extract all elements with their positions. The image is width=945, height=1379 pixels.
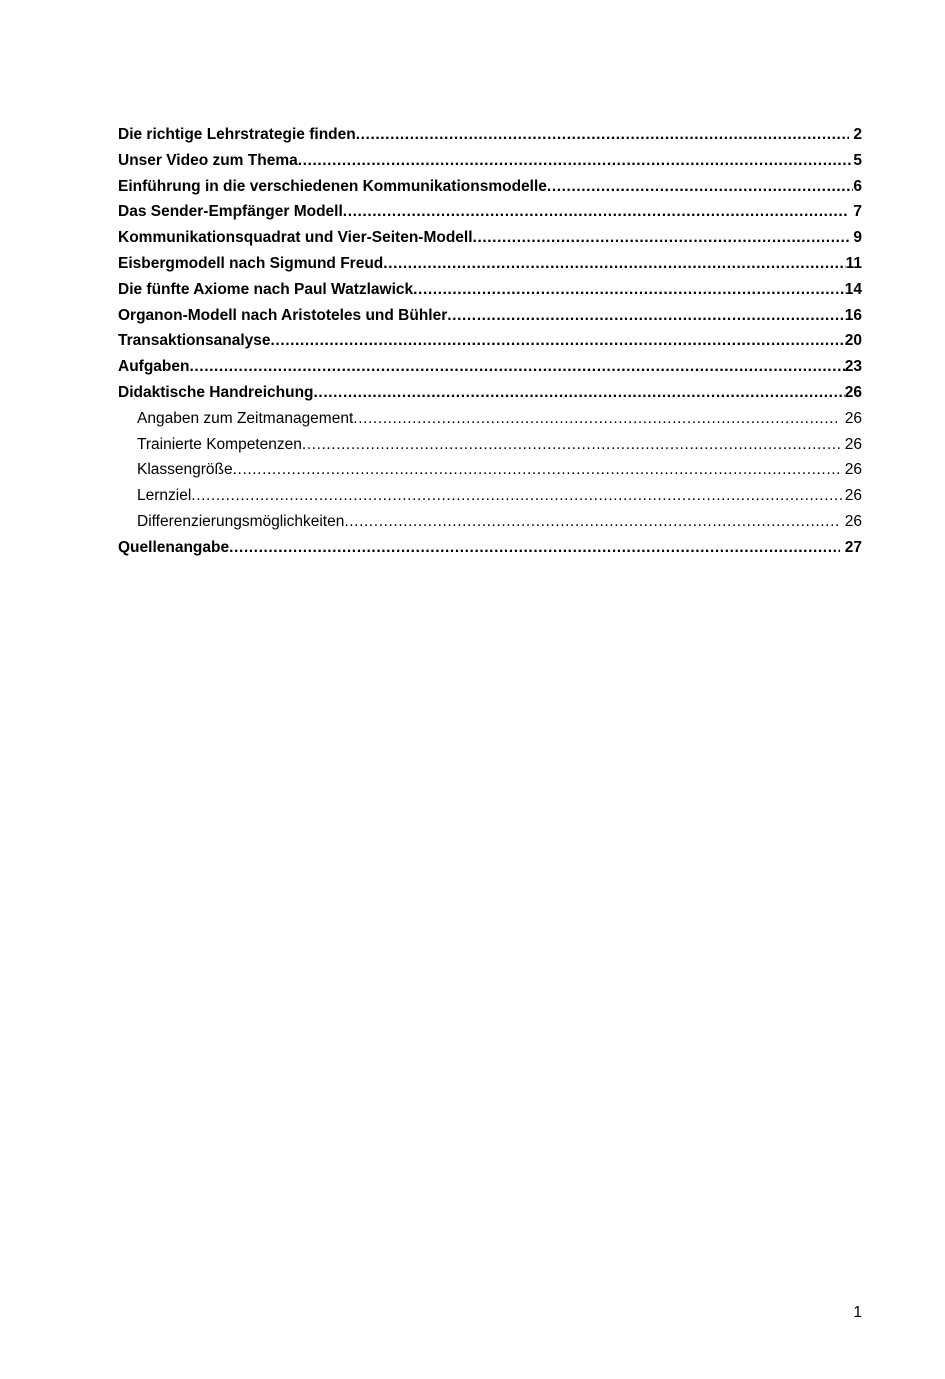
toc-entry[interactable]: [118, 380, 862, 406]
toc-entry-page-number: 27: [840, 538, 862, 556]
toc-entry-page-number: 5: [853, 151, 862, 169]
toc-entry[interactable]: [118, 457, 862, 483]
toc-entry-label: Eisbergmodell nach Sigmund Freud: [118, 254, 384, 272]
toc-entry[interactable]: [118, 328, 862, 354]
toc-entry[interactable]: [118, 199, 862, 225]
toc-entry[interactable]: [118, 432, 862, 458]
toc-entry-page-number: 14: [844, 280, 862, 298]
toc-entry[interactable]: [118, 406, 862, 432]
toc-entry-label: Einführung in die verschiedenen Kommunikationsmodelle: [118, 177, 547, 195]
toc-dot-leader: [314, 380, 845, 406]
toc-entry-page-number: 26: [844, 383, 862, 401]
toc-entry-page-number: 16: [844, 306, 862, 324]
toc-entry-page-number: 26: [840, 435, 862, 453]
toc-entry[interactable]: [118, 354, 862, 380]
toc-dot-leader: [233, 457, 841, 483]
toc-dot-leader: [343, 199, 849, 225]
toc-entry-page-number: 26: [844, 487, 862, 505]
toc-entry[interactable]: [118, 277, 862, 303]
toc-entry-page-number: 2: [849, 126, 862, 143]
toc-entry-page-number: 7: [849, 203, 862, 221]
toc-entry-page-number: 9: [849, 229, 862, 247]
toc-dot-leader: [356, 122, 849, 148]
toc-entry[interactable]: [118, 303, 862, 329]
toc-dot-leader: [447, 303, 844, 329]
toc-entry[interactable]: [118, 174, 862, 200]
toc-entry-page-number: 6: [853, 177, 862, 195]
footer-page-number: 1: [853, 1304, 862, 1321]
toc-dot-leader: [229, 535, 840, 561]
toc-entry-label: Organon-Modell nach Aristoteles und Bühler: [118, 306, 448, 324]
toc-entry[interactable]: [118, 148, 862, 174]
toc-entry-label: Unser Video zum Thema: [118, 151, 298, 169]
toc-entry-label: Lernziel: [137, 487, 192, 505]
toc-entry-label: Das Sender-Empfänger Modell: [118, 203, 343, 221]
toc-entry-label: Die fünfte Axiome nach Paul Watzlawick: [118, 280, 414, 298]
toc-entry-label: Kommunikationsquadrat und Vier-Seiten-Modell: [118, 229, 473, 247]
toc-dot-leader: [473, 225, 850, 251]
toc-dot-leader: [344, 509, 840, 535]
toc-entry-page-number: 11: [845, 254, 862, 272]
toc-entry-label: Angaben zum Zeitmanagement: [137, 409, 354, 427]
toc-entry-label: Quellenangabe: [118, 538, 230, 556]
toc-entry[interactable]: [118, 509, 862, 535]
table-of-contents: [118, 122, 862, 561]
toc-dot-leader: [271, 328, 845, 354]
toc-entry-label: Differenzierungsmöglichkeiten: [137, 512, 345, 530]
toc-entry[interactable]: [118, 122, 862, 148]
toc-entry[interactable]: [118, 251, 862, 277]
toc-entry-label: Trainierte Kompetenzen: [137, 435, 302, 453]
toc-dot-leader: [302, 432, 841, 458]
toc-entry-page-number: 26: [840, 512, 862, 530]
toc-entry-page-number: 26: [840, 461, 862, 479]
toc-entry-page-number: 20: [844, 332, 862, 350]
toc-dot-leader: [413, 277, 845, 303]
toc-dot-leader: [191, 483, 844, 509]
toc-entry-label: Aufgaben: [118, 358, 190, 376]
toc-dot-leader: [383, 251, 845, 277]
toc-entry[interactable]: [118, 535, 862, 561]
toc-entry[interactable]: [118, 225, 862, 251]
toc-entry-label: Didaktische Handreichung: [118, 383, 314, 401]
toc-dot-leader: [189, 354, 844, 380]
toc-entry-label: Klassengröße: [137, 461, 233, 479]
toc-dot-leader: [353, 406, 840, 432]
toc-entry-label: Die richtige Lehrstrategie finden: [118, 126, 356, 143]
toc-entry-page-number: 23: [844, 358, 862, 376]
toc-entry-label: Transaktionsanalyse: [118, 332, 271, 350]
toc-entry-page-number: 26: [840, 409, 862, 427]
toc-entry[interactable]: [118, 483, 862, 509]
toc-dot-leader: [298, 148, 854, 174]
toc-dot-leader: [547, 174, 853, 200]
